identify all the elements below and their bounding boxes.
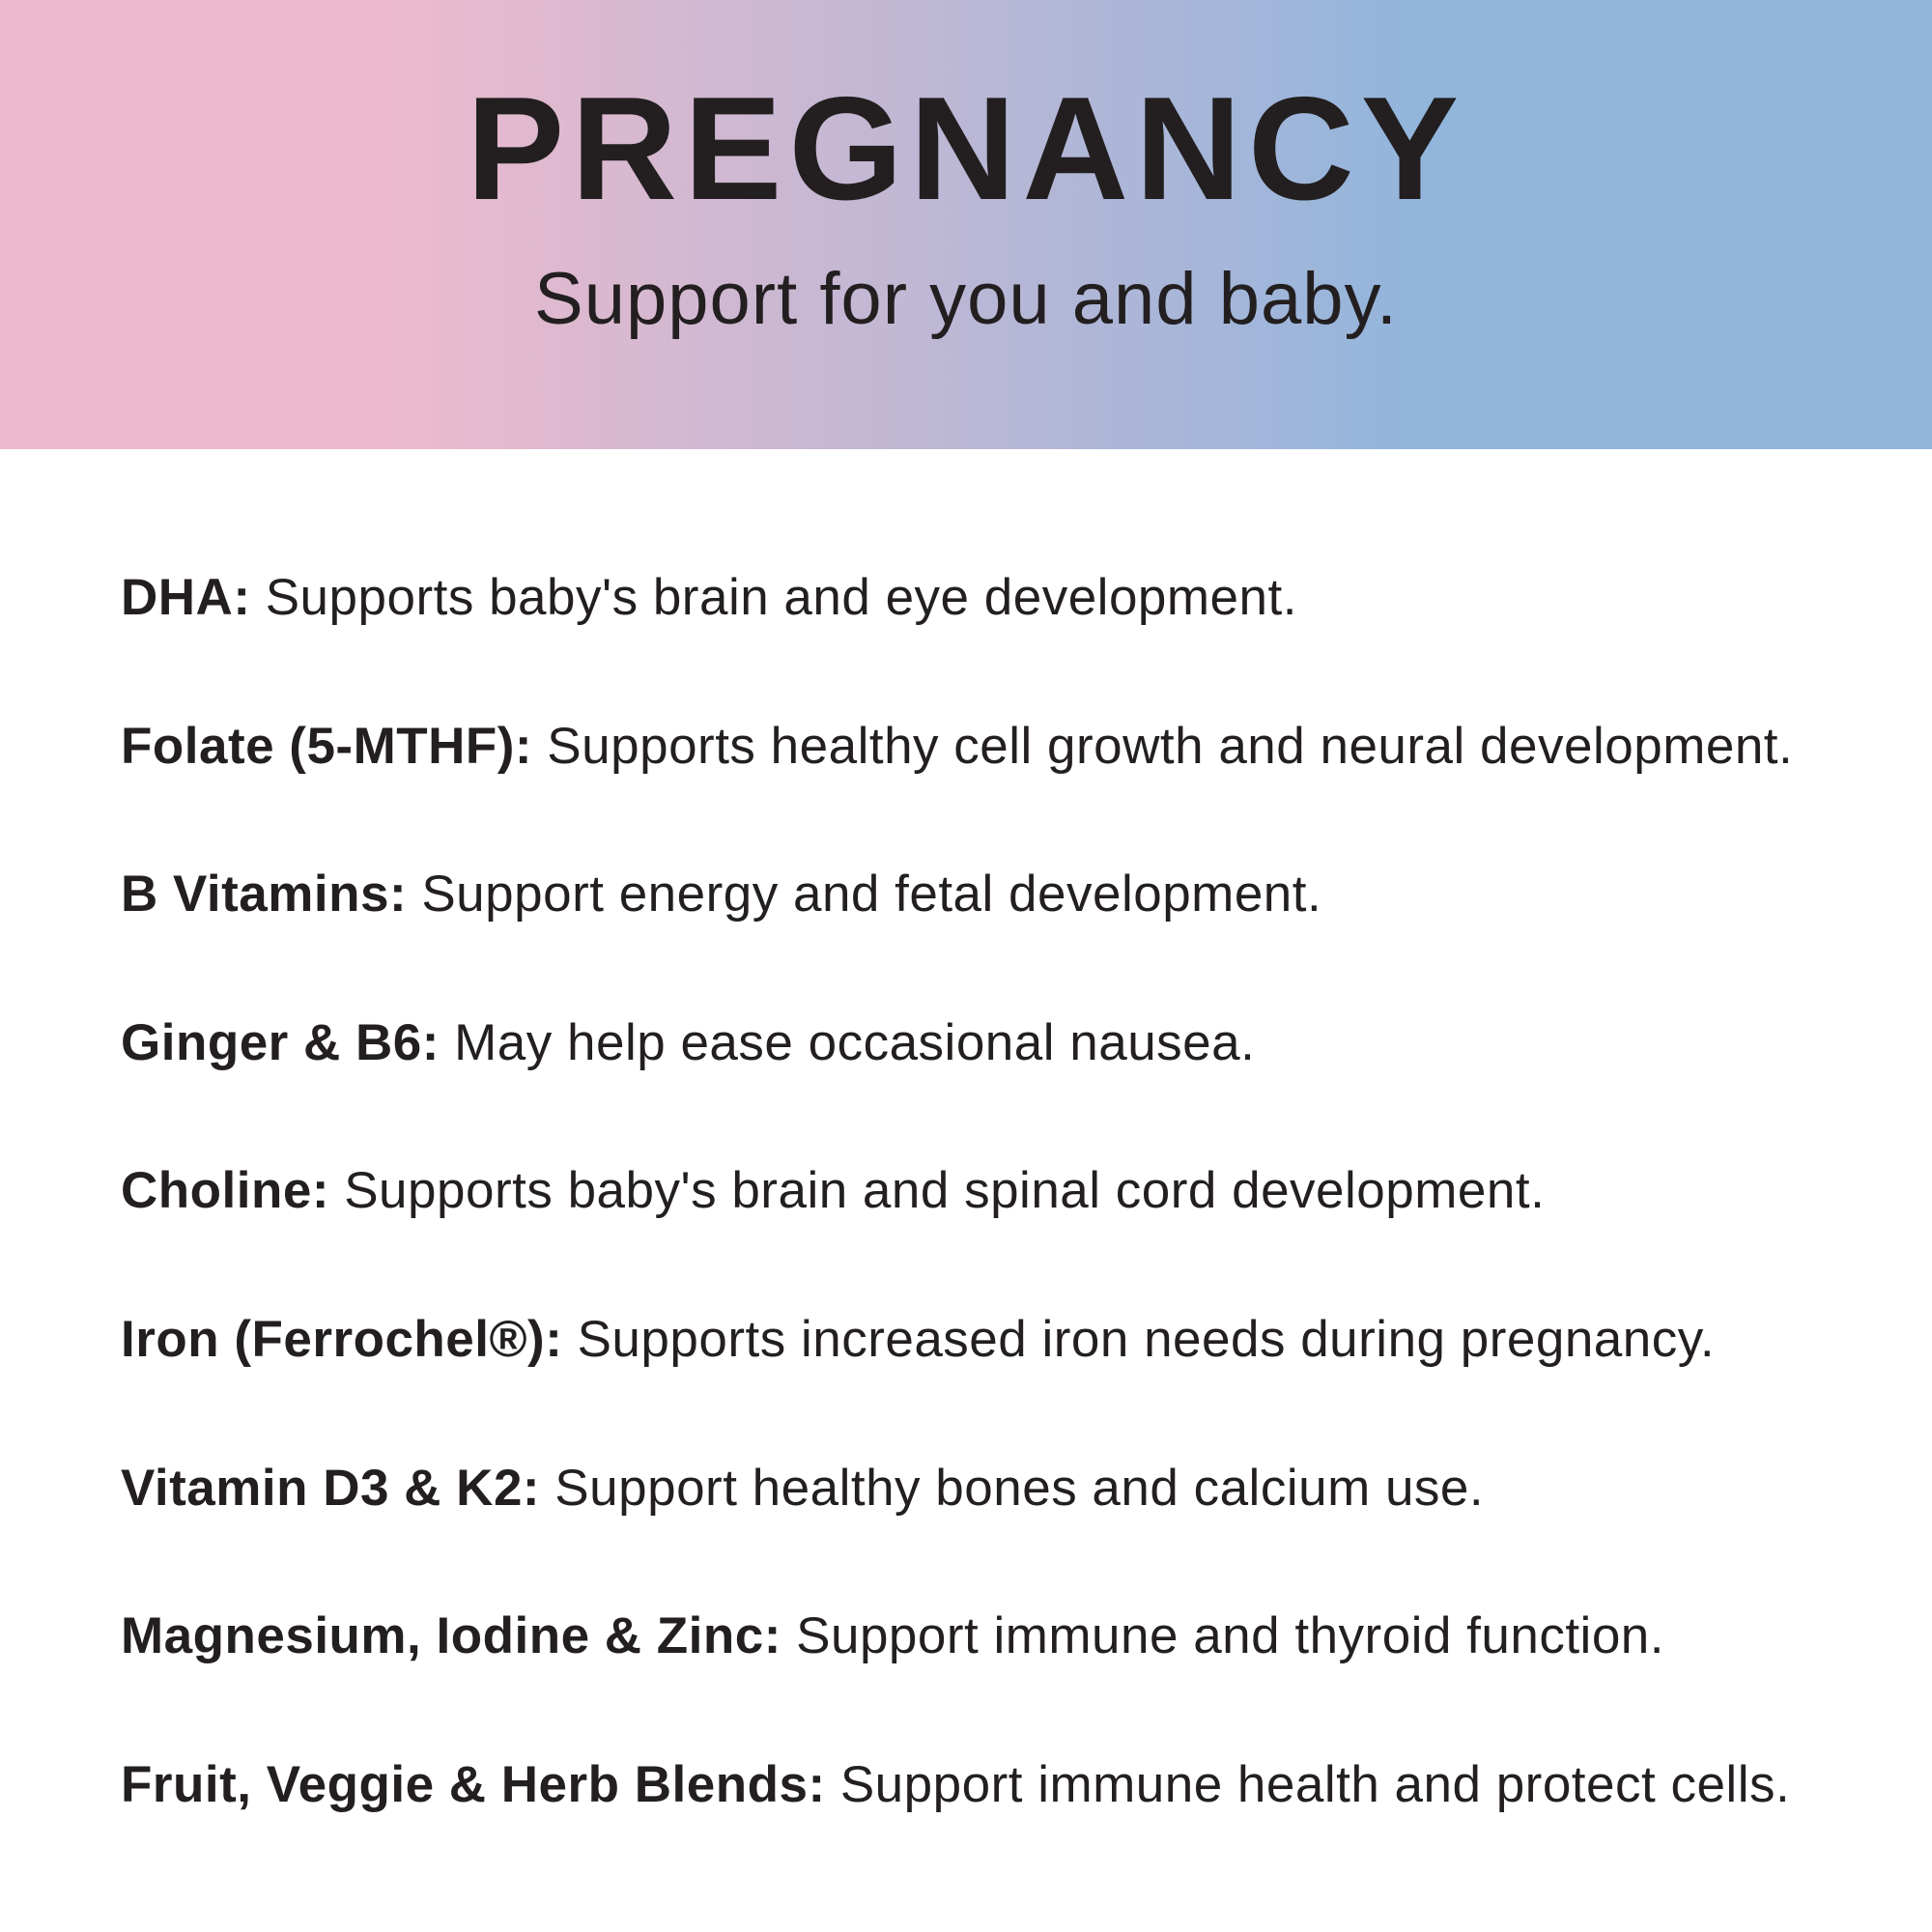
benefit-label: Folate (5-MTHF):	[121, 717, 533, 775]
benefit-description: Supports increased iron needs during pregnancy.	[562, 1310, 1716, 1368]
hero-banner	[0, 0, 1932, 449]
benefit-label: DHA:	[121, 569, 251, 626]
benefit-description: Support healthy bones and calcium use.	[540, 1459, 1485, 1517]
benefit-label: Magnesium, Iodine & Zinc:	[121, 1607, 781, 1665]
benefits-list	[0, 449, 1932, 1932]
benefit-description: Support energy and fetal development.	[407, 866, 1322, 923]
benefit-description: Support immune and thyroid function.	[781, 1607, 1665, 1665]
benefit-item	[121, 1160, 1903, 1222]
benefit-description: Supports baby's brain and eye development.	[250, 569, 1297, 626]
benefit-item	[121, 1309, 1903, 1371]
benefit-label: B Vitamins:	[121, 866, 408, 923]
benefit-description: May help ease occasional nausea.	[439, 1013, 1256, 1071]
benefit-item	[121, 1012, 1903, 1074]
benefit-label: Vitamin D3 & K2:	[121, 1459, 541, 1517]
benefit-label: Choline:	[121, 1162, 329, 1220]
benefit-description: Supports baby's brain and spinal cord development.	[328, 1162, 1546, 1220]
benefit-item	[121, 1754, 1903, 1816]
page-subtitle: Support for you and baby.	[534, 258, 1398, 340]
benefit-label: Iron (Ferrochel®):	[121, 1310, 563, 1368]
benefit-item	[121, 1458, 1903, 1520]
benefit-label: Fruit, Veggie & Herb Blends:	[121, 1755, 826, 1813]
benefit-item	[121, 716, 1903, 778]
benefit-description: Supports healthy cell growth and neural development.	[532, 717, 1794, 775]
page-title: PREGNANCY	[466, 67, 1466, 231]
benefit-item	[121, 567, 1903, 629]
benefit-item	[121, 1605, 1903, 1667]
benefit-label: Ginger & B6:	[121, 1013, 440, 1071]
benefit-item	[121, 864, 1903, 925]
benefit-description: Support immune health and protect cells.	[825, 1755, 1791, 1813]
